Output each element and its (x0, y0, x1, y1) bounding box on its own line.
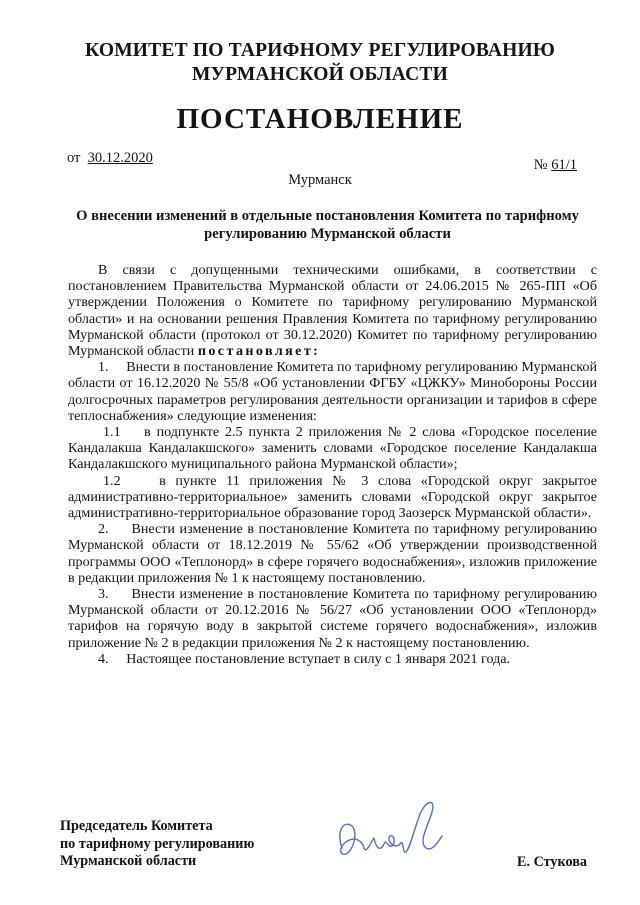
number-prefix: № (533, 157, 548, 173)
date-prefix: от (67, 150, 81, 166)
document-body (68, 262, 597, 667)
signatory-name: Е. Стукова (517, 854, 587, 870)
item-1-2: 1.2 в пункте 11 приложения № 3 слова «Городской округ закрытое административно-территориальное» заменить словами «Городской округ закрытое административно-территориальное образование город Заозерск Мурманской области». (68, 472, 597, 522)
document-subject: О внесении изменений в отдельные постановления Комитета по тарифному регулированию Мурманской области (76, 208, 579, 242)
decree-word: постановляет: (197, 343, 321, 360)
org-name-line1: КОМИТЕТ ПО ТАРИФНОМУ РЕГУЛИРОВАНИЮ (84, 40, 556, 61)
signatory-title-line3: Мурманской области (60, 853, 197, 869)
signature-stroke (340, 802, 442, 854)
document-date: 30.12.2020 (87, 150, 153, 166)
handwritten-signature (328, 790, 448, 870)
date-line (67, 150, 153, 167)
item-3: 3. Внести изменение в постановление Комитета по тарифному регулированию Мурманской области от 20.12.2016 № 56/27 «Об установлении ООО «Теплонорд» тарифов на горячую воду в закрытой системе горячего водоснабжения», изложив приложение № 2 в редакции приложения № 2 к настоящему постановлению. (68, 586, 597, 651)
signatory-title (60, 818, 254, 871)
item-4: 4. Настоящее постановление вступает в силу с 1 января 2021 года. (98, 650, 511, 667)
signatory-title-line2: по тарифному регулированию (60, 835, 255, 852)
item-1: 1. Внести в постановление Комитета по тарифному регулированию Мурманской области от 16.12.2020 № 55/8 «Об установлении ФГБУ «ЦЖКУ» Минобороны России долгосрочных параметров регулирования деятельности организации и тарифов в сфере теплоснабжения» следующие изменения: (68, 359, 597, 424)
city-name: Мурманск (288, 172, 352, 188)
document-type-title: ПОСТАНОВЛЕНИЕ (176, 103, 464, 135)
org-name-line2: МУРМАНСКОЙ ОБЛАСТИ (192, 64, 448, 85)
item-1-1: 1.1 в подпункте 2.5 пункта 2 приложения № 2 слова «Городское поселение Кандалакша Кандалакшского» заменить словами «Городское поселение Кандалакша Кандалакшского муниципального района Мурманской области»; (68, 424, 597, 473)
item-2: 2. Внести изменение в постановление Комитета по тарифному регулированию Мурманской области от 18.12.2019 № 55/62 «Об утверждении производственной программы ООО «Теплонорд» в сфере горячего водоснабжения», изложив приложение в редакции приложения № 1 к настоящему постановлению. (68, 521, 597, 586)
preamble-paragraph (68, 262, 597, 359)
preamble-text: В связи с допущенными техническими ошибками, в соответствии с постановлением Правительства Мурманской области от 24.06.2015 № 265-ПП «Об утверждении Положения о Комитете по тарифному регулированию Мурманской области» и на основании решения Правления Комитета по тарифному регулированию Мурманской области (протокол от 30.12.2020) Комитет по тарифному регулированию Мурманской области (68, 262, 597, 360)
document-number: 61/1 (551, 157, 577, 173)
signatory-title-line1: Председатель Комитета (60, 818, 213, 834)
